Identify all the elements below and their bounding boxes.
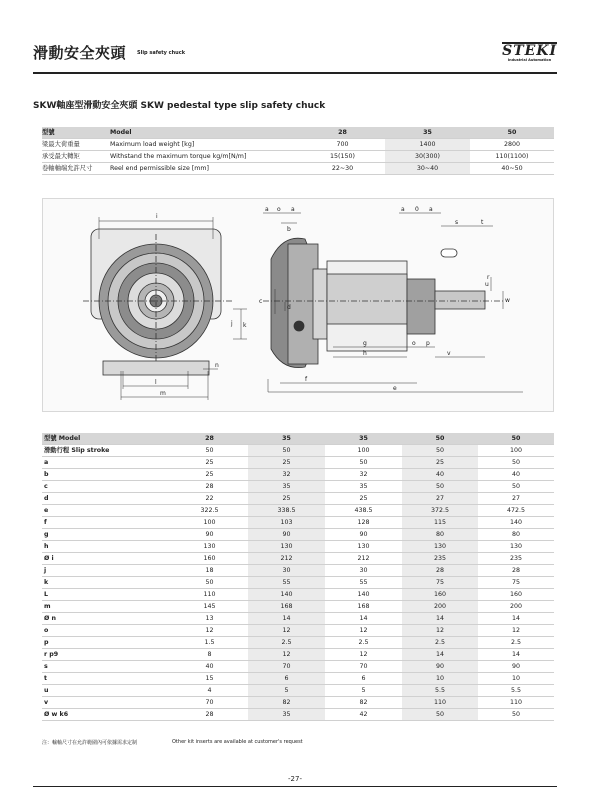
dims-cell: 70 [325,661,402,673]
dims-row [42,589,554,601]
label-v: v [447,350,451,357]
dims-row [42,637,554,649]
dims-cell: 50 [478,481,554,493]
label-s: s [455,219,459,226]
dims-header-cell: 50 [478,433,554,445]
dims-cell: 110 [402,697,478,709]
dims-cell: 22 [171,493,248,505]
label-i: i [156,213,158,220]
dims-row [42,529,554,541]
dims-row-label: v [42,697,171,709]
brand-logo [502,42,557,62]
dims-cell: 5 [325,685,402,697]
dims-cell: 42 [325,709,402,721]
spec-cell: 1400 [385,139,470,151]
dims-cell: 12 [325,649,402,661]
spec-label-zh: 卷軸軸端允許尺寸 [42,163,110,175]
dims-row [42,577,554,589]
label-b: b [287,226,291,233]
dims-cell: 50 [402,445,478,457]
spec-row [42,163,554,175]
dims-cell: 12 [325,625,402,637]
dims-row [42,445,554,457]
dims-row-label: k [42,577,171,589]
drawing-svg [43,199,555,413]
dims-cell: 338.5 [248,505,325,517]
dims-header-cell: 35 [325,433,402,445]
dims-row-label: Ø i [42,553,171,565]
dims-cell: 160 [478,589,554,601]
dims-cell: 28 [171,709,248,721]
note-chinese: 注：輸軸尺寸在允許範圍內可依據需求定制 [42,740,138,746]
label-a-4: a [429,206,433,213]
dims-cell: 32 [248,469,325,481]
dims-cell: 6 [248,673,325,685]
label-t: t [481,219,484,226]
dims-cell: 25 [171,469,248,481]
dims-cell: 27 [478,493,554,505]
dims-cell: 160 [402,589,478,601]
dims-row-label: r p9 [42,649,171,661]
dims-row-label: f [42,517,171,529]
dims-cell: 2.5 [248,637,325,649]
spec-label-zh: 梁最大荷重量 [42,139,110,151]
dims-cell: 35 [325,481,402,493]
spec-cell: 35 [385,127,470,139]
dims-cell: 75 [402,577,478,589]
label-a-1: a [265,206,269,213]
spec-row [42,151,554,163]
note-english: Other kit inserts are available at customer's request [172,739,303,745]
dims-row [42,709,554,721]
dims-row-label: e [42,505,171,517]
section-title: SKW軸座型滑動安全夾頭 SKW pedestal type slip safety chuck [33,101,326,111]
spec-label-en: Model [110,127,300,139]
dims-cell: 70 [171,697,248,709]
dims-row [42,661,554,673]
dims-cell: 100 [171,517,248,529]
dims-cell: 200 [402,601,478,613]
footer-divider [33,786,557,787]
label-a-2: a [291,206,295,213]
header-divider [33,72,557,74]
spec-cell: 30(300) [385,151,470,163]
dims-cell: 160 [171,553,248,565]
dims-cell: 130 [478,541,554,553]
page-subtitle: Slip safety chuck [137,50,186,56]
dims-cell: 90 [478,661,554,673]
dims-cell: 2.5 [402,637,478,649]
dims-cell: 130 [402,541,478,553]
dims-cell: 14 [402,613,478,625]
dims-cell: 25 [402,457,478,469]
dims-cell: 140 [248,589,325,601]
dims-cell: 1.5 [171,637,248,649]
dims-row-label: u [42,685,171,697]
label-l: l [155,379,157,386]
dims-header-label: 型號 Model [42,433,171,445]
dims-row [42,469,554,481]
dims-cell: 145 [171,601,248,613]
dims-cell: 12 [478,625,554,637]
label-zero: 0 [415,206,419,213]
dims-cell: 6 [325,673,402,685]
label-e: e [393,385,397,392]
label-o-2: o [412,340,416,347]
side-view [263,238,503,367]
dims-cell: 4 [171,685,248,697]
dims-cell: 130 [248,541,325,553]
dims-row-label: Ø w k6 [42,709,171,721]
dims-cell: 27 [402,493,478,505]
spec-cell: 700 [300,139,385,151]
spec-cell: 15(150) [300,151,385,163]
label-m: m [160,390,166,397]
dims-cell: 55 [248,577,325,589]
dims-cell: 25 [171,457,248,469]
dims-cell: 25 [248,493,325,505]
dims-row-label: m [42,601,171,613]
dims-row [42,613,554,625]
dims-cell: 14 [248,613,325,625]
spec-cell: 110(1100) [470,151,554,163]
dims-cell: 50 [402,481,478,493]
dims-cell: 438.5 [325,505,402,517]
spec-label-en: Withstand the maximum torque kg/m[N/m] [110,151,300,163]
dims-row-label: s [42,661,171,673]
front-view [83,229,233,375]
dims-cell: 82 [325,697,402,709]
dims-row [42,601,554,613]
dims-cell: 50 [171,445,248,457]
dims-cell: 472.5 [478,505,554,517]
dims-row-label: a [42,457,171,469]
label-h: h [363,350,367,357]
dims-cell: 50 [325,457,402,469]
dims-cell: 50 [402,709,478,721]
spec-label-en: Reel end permissible size [mm] [110,163,300,175]
spec-row [42,139,554,151]
dims-cell: 110 [478,697,554,709]
dims-cell: 90 [402,661,478,673]
dims-row-label: p [42,637,171,649]
dims-cell: 40 [402,469,478,481]
dims-cell: 90 [171,529,248,541]
dims-cell: 212 [248,553,325,565]
spec-cell: 22~30 [300,163,385,175]
dims-cell: 322.5 [171,505,248,517]
dims-row-label: o [42,625,171,637]
spec-label-en: Maximum load weight [kg] [110,139,300,151]
dims-row [42,697,554,709]
label-u: u [485,281,489,288]
dims-row [42,625,554,637]
page-title: 滑動安全夾頭 [33,44,127,62]
spec-cell: 30~40 [385,163,470,175]
dims-cell: 12 [402,625,478,637]
dims-cell: 15 [171,673,248,685]
dims-cell: 25 [248,457,325,469]
page-number: -27- [288,775,302,783]
dims-cell: 2.5 [325,637,402,649]
dims-cell: 80 [402,529,478,541]
dims-cell: 103 [248,517,325,529]
dims-cell: 140 [478,517,554,529]
dims-cell: 130 [171,541,248,553]
dims-header-cell: 35 [248,433,325,445]
dims-cell: 130 [325,541,402,553]
label-p: p [426,340,430,347]
dims-cell: 80 [478,529,554,541]
spec-cell: 50 [470,127,554,139]
dims-row [42,649,554,661]
dims-cell: 5.5 [402,685,478,697]
brand-name: STEKI [502,43,557,59]
label-k: k [243,322,247,329]
dims-cell: 115 [402,517,478,529]
dims-header-row [42,433,554,445]
dims-row [42,541,554,553]
dims-cell: 30 [248,565,325,577]
dims-row-label: b [42,469,171,481]
label-a-3: a [401,206,405,213]
dims-cell: 110 [171,589,248,601]
dims-row-label: 滑動行程 Slip stroke [42,445,171,457]
label-r: r [487,274,490,281]
dims-cell: 5.5 [478,685,554,697]
label-n: n [215,362,219,369]
spec-cell: 2800 [470,139,554,151]
dims-cell: 30 [325,565,402,577]
dims-cell: 32 [325,469,402,481]
dims-row-label: g [42,529,171,541]
dims-cell: 14 [478,649,554,661]
dims-cell: 235 [402,553,478,565]
dims-cell: 140 [325,589,402,601]
dims-cell: 372.5 [402,505,478,517]
dimension-table [42,433,554,721]
dims-row [42,481,554,493]
dims-cell: 12 [248,649,325,661]
spec-row [42,127,554,139]
dims-cell: 100 [325,445,402,457]
dims-cell: 18 [171,565,248,577]
dims-row [42,505,554,517]
spec-label-zh: 型號 [42,127,110,139]
spec-label-zh: 承受最大轉矩 [42,151,110,163]
dims-row [42,673,554,685]
dims-header-cell: 28 [171,433,248,445]
dims-cell: 235 [478,553,554,565]
dims-row [42,517,554,529]
dims-row-label: t [42,673,171,685]
dims-row-label: h [42,541,171,553]
dims-cell: 200 [478,601,554,613]
technical-drawing [42,198,554,412]
dims-cell: 8 [171,649,248,661]
dims-cell: 28 [478,565,554,577]
dims-cell: 10 [478,673,554,685]
dims-cell: 70 [248,661,325,673]
dims-cell: 2.5 [478,637,554,649]
dims-row [42,457,554,469]
dims-cell: 168 [325,601,402,613]
dims-cell: 50 [478,709,554,721]
label-j: j [231,320,233,327]
dims-cell: 212 [325,553,402,565]
label-d: d [287,304,291,311]
dims-cell: 100 [478,445,554,457]
dims-cell: 128 [325,517,402,529]
dims-cell: 28 [171,481,248,493]
dims-row [42,553,554,565]
dims-cell: 50 [171,577,248,589]
dims-cell: 55 [325,577,402,589]
dims-cell: 12 [171,625,248,637]
dims-cell: 90 [248,529,325,541]
dims-cell: 90 [325,529,402,541]
dims-cell: 50 [248,445,325,457]
label-c: c [259,298,263,305]
dims-cell: 82 [248,697,325,709]
dims-cell: 75 [478,577,554,589]
dims-row [42,493,554,505]
dims-cell: 14 [478,613,554,625]
dims-cell: 14 [402,649,478,661]
dims-cell: 35 [248,481,325,493]
spec-cell: 40~50 [470,163,554,175]
dims-cell: 25 [325,493,402,505]
label-f: f [305,376,308,383]
dims-row-label: j [42,565,171,577]
dims-row-label: d [42,493,171,505]
label-g: g [363,340,367,347]
dims-cell: 28 [402,565,478,577]
spec-cell: 28 [300,127,385,139]
dims-cell: 14 [325,613,402,625]
dims-cell: 13 [171,613,248,625]
dims-cell: 35 [248,709,325,721]
dims-cell: 40 [171,661,248,673]
dims-row-label: c [42,481,171,493]
label-w: w [505,297,510,304]
dims-row [42,565,554,577]
dims-cell: 50 [478,457,554,469]
brand-tagline: Industrial Automation [507,58,552,62]
spec-table [42,127,554,175]
dims-row [42,685,554,697]
dims-row-label: Ø n [42,613,171,625]
dims-cell: 12 [248,625,325,637]
dims-row-label: L [42,589,171,601]
dims-cell: 168 [248,601,325,613]
dims-cell: 40 [478,469,554,481]
dims-header-cell: 50 [402,433,478,445]
label-o-1: o [277,206,281,213]
dims-cell: 5 [248,685,325,697]
dims-cell: 10 [402,673,478,685]
